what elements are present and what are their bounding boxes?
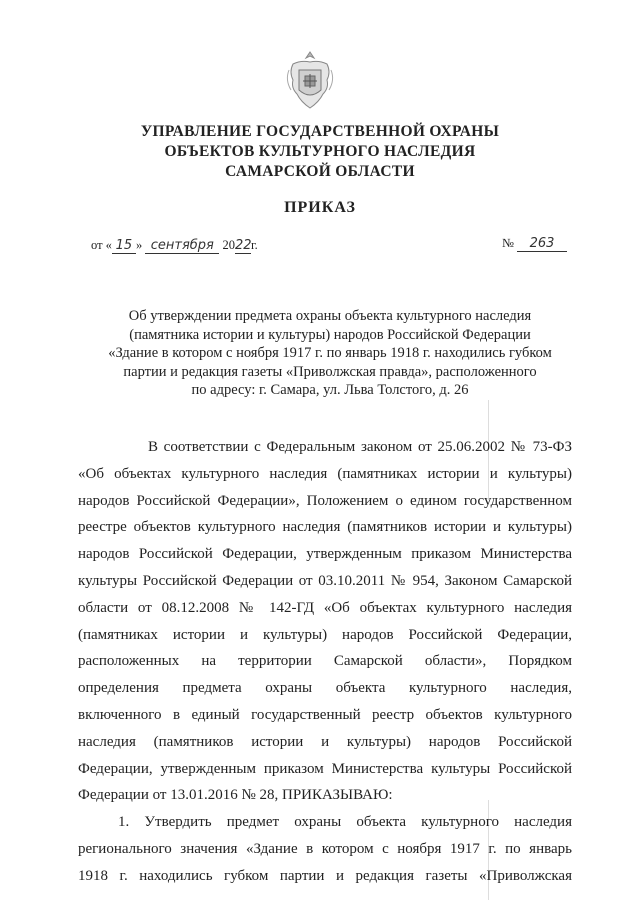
number-label: №: [502, 236, 514, 250]
number-value: 263: [517, 237, 567, 252]
body-line: народов Российской Федерации», Положением о едином государственном: [78, 492, 572, 509]
org-name-line-1: УПРАВЛЕНИЕ ГОСУДАРСТВЕННОЙ ОХРАНЫ: [140, 123, 500, 140]
body-line: 1918 г. находились губком партии и редакция газеты «Приволжская: [78, 867, 572, 884]
subject-line: Об утверждении предмета охраны объекта культурного наследия: [128, 308, 532, 324]
date-prefix: от «: [91, 238, 112, 252]
date-year-prefix: 20: [222, 238, 235, 252]
body-line: области от 08.12.2008 № 142-ГД «Об объектах культурного наследия: [78, 599, 572, 616]
body-line: реестре объектов культурного наследия (памятников истории и культуры): [78, 519, 572, 536]
order-number: [502, 236, 567, 252]
body-line: Федерации, утвержденным приказом Министерства культуры Российской: [78, 760, 572, 777]
body-line: регионального значения «Здание в котором с ноября 1917 г. по январь: [78, 840, 572, 857]
subject-line: по адресу: г. Самара, ул. Льва Толстого, д. 26: [191, 382, 469, 398]
org-name-line-2: ОБЪЕКТОВ КУЛЬТУРНОГО НАСЛЕДИЯ: [164, 143, 476, 160]
coat-of-arms-icon: [283, 50, 337, 112]
body-line: (памятниках истории и культуры) народов Российской Федерации,: [78, 626, 572, 643]
date-year: 22: [234, 238, 252, 253]
org-name-line-3: САМАРСКОЙ ОБЛАСТИ: [225, 163, 415, 180]
document-type: ПРИКАЗ: [284, 199, 356, 216]
subject-line: (памятника истории и культуры) народов Российской Федерации: [129, 326, 531, 343]
body-line: расположенных на территории Самарской области», Порядком: [78, 653, 572, 670]
body-line: определения предмета охраны объекта культурного наследия,: [78, 680, 572, 697]
body-line: 1. Утвердить предмет охраны объекта культурного наследия: [118, 814, 572, 831]
body-line: В соответствии с Федеральным законом от 25.06.2002 № 73-ФЗ: [148, 439, 572, 455]
body-line: народов Российской Федерации, утвержденным приказом Министерства: [78, 546, 572, 563]
order-date: [91, 238, 258, 254]
body-line: включенного в единый государственный реестр объектов культурного: [78, 706, 572, 723]
order-subject: [80, 307, 580, 400]
date-suffix: г.: [250, 238, 258, 252]
date-month: сентября: [145, 239, 219, 254]
body-line: наследия (памятников истории и культуры) народов Российской: [78, 733, 572, 750]
date-day: 15: [112, 239, 136, 254]
body-line: «Об объектах культурного наследия (памятниках истории и культуры): [78, 465, 572, 482]
body-line: Федерации от 13.01.2016 № 28, ПРИКАЗЫВАЮ:: [78, 787, 393, 804]
subject-line: партии и редакция газеты «Приволжская правда», расположенного: [123, 363, 537, 380]
order-body: [78, 437, 572, 893]
body-line: культуры Российской Федерации от 03.10.2011 № 954, Законом Самарской: [78, 572, 572, 589]
subject-line: «Здание в котором с ноября 1917 г. по январь 1918 г. находились губком: [108, 345, 552, 361]
date-mid: »: [135, 238, 143, 252]
